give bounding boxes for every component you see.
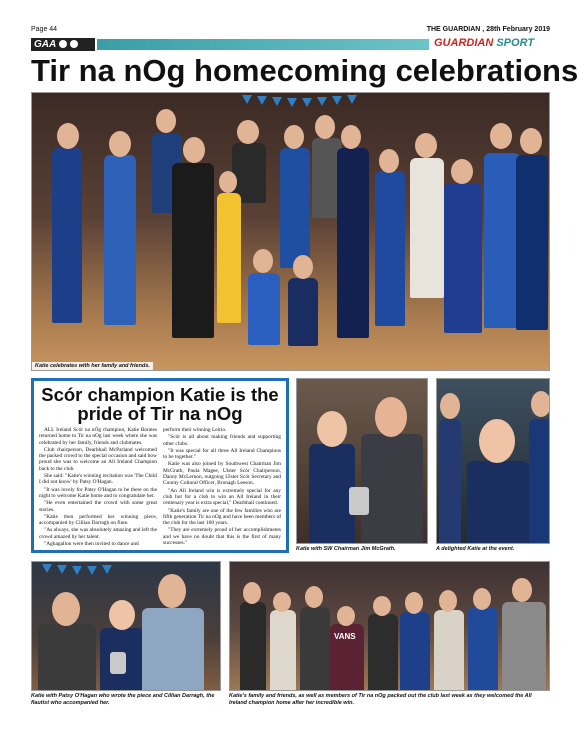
- page-number: Page 44: [31, 26, 58, 33]
- article-paragraph: She said: "Katie's winning recitation was 'The Child I did not know' by Patsy O'Hagan.: [39, 473, 157, 486]
- article-paragraph: "Katie then performed her winning piece, accompanied by Cillian Darragh on flute.: [39, 513, 157, 527]
- brand-sport: SPORT: [496, 37, 535, 49]
- page-headline: Tir na nOg homecoming celebrations: [31, 53, 579, 88]
- article-paragraph: Club chairperson, Dearbhail McParland welcomed the packed crowd to the special occasion and said how proud she was to welcome an All Ireland Champion back to the club.: [39, 446, 157, 472]
- brand-label: [434, 37, 534, 49]
- main-photo-caption: Katie celebrates with her family and friends.: [32, 362, 153, 370]
- hurling-ball-icon: [70, 40, 78, 48]
- article-paragraph: "It was lovely for Patsy O'Hagan to be there on the night to welcome Katie home and to congratulate her.: [39, 486, 157, 499]
- publication-date: THE GUARDIAN , 28th February 2019: [426, 26, 550, 33]
- section-tag: [31, 38, 95, 51]
- article-column-1: [39, 427, 157, 548]
- brand-guardian: GUARDIAN: [434, 37, 494, 49]
- sweater-text: VANS: [334, 632, 356, 641]
- article-paragraph: "An All Ireland win is extremely special for any club but for a club to win an All Ireland in their centenary year is extra special," Dearbhail continued.: [163, 487, 281, 507]
- section-label: GAA: [34, 39, 57, 50]
- article-paragraph: ALL Ireland Scór na nÓg champion, Katie Bonnes returned home to Tir na nOg last week where she was celebrated by her family, friends and clubmates.: [39, 427, 157, 446]
- article-paragraph: "Aghagallon were then invited to dance and: [44, 541, 139, 548]
- article-title: Scór champion Katie is the pride of Tir na nOg: [41, 384, 279, 424]
- photo-3-caption: Katie with Patsy O'Hagan who wrote the piece and Cillian Darragh, the flautist who accompanied her.: [31, 693, 215, 706]
- article-paragraph: perform their winning Leirio.: [163, 427, 227, 433]
- article-paragraph: "Katie's family are one of the few families who are fifth generation Tir na nOg and have been members of the club for the last 100 years.: [163, 507, 281, 527]
- photo-katie-patsy-cillian: [31, 561, 221, 691]
- article-paragraph: Katie was also joined by Southwest Chairman Jim McGrath, Paula Magee, Ulster Scór Chairperson, Danny McLernon, outgoing Ulster Scór Secretary and County Cultural Officer, Bronagh Leeson.: [163, 461, 281, 487]
- photo-1-caption: Katie with SW Chairman Jim McGrath.: [296, 546, 396, 552]
- article-box: [31, 378, 289, 553]
- article-column-2: [163, 427, 281, 548]
- football-icon: [59, 40, 67, 48]
- main-group-photo: [31, 92, 550, 371]
- article-paragraph: "As always, she was absolutely amazing and left the crowd amazed by her talent.: [39, 527, 157, 540]
- section-bar: [97, 39, 429, 50]
- article-paragraph: "He even entertained the crowd with some great stories.: [39, 500, 157, 513]
- photo-katie-delighted: [436, 378, 550, 544]
- photo-katie-chairman: [296, 378, 428, 544]
- article-paragraph: "Scór is all about making friends and supporting other clubs.: [163, 434, 281, 447]
- photo-packed-club: [229, 561, 550, 691]
- article-paragraph: "It was special for all three All Ireland Champions to be together.": [163, 447, 281, 461]
- photo-2-caption: A delighted Katie at the event.: [436, 546, 515, 552]
- photo-4-caption: Katie's family and friends, as well as members of Tir na nOg packed out the club last week as they welcomed the All Ireland champion home after her incredible win.: [229, 693, 532, 706]
- article-paragraph: "They are extremely proud of her accomplishments and we have no doubt that this is the first of many successes.": [163, 527, 281, 547]
